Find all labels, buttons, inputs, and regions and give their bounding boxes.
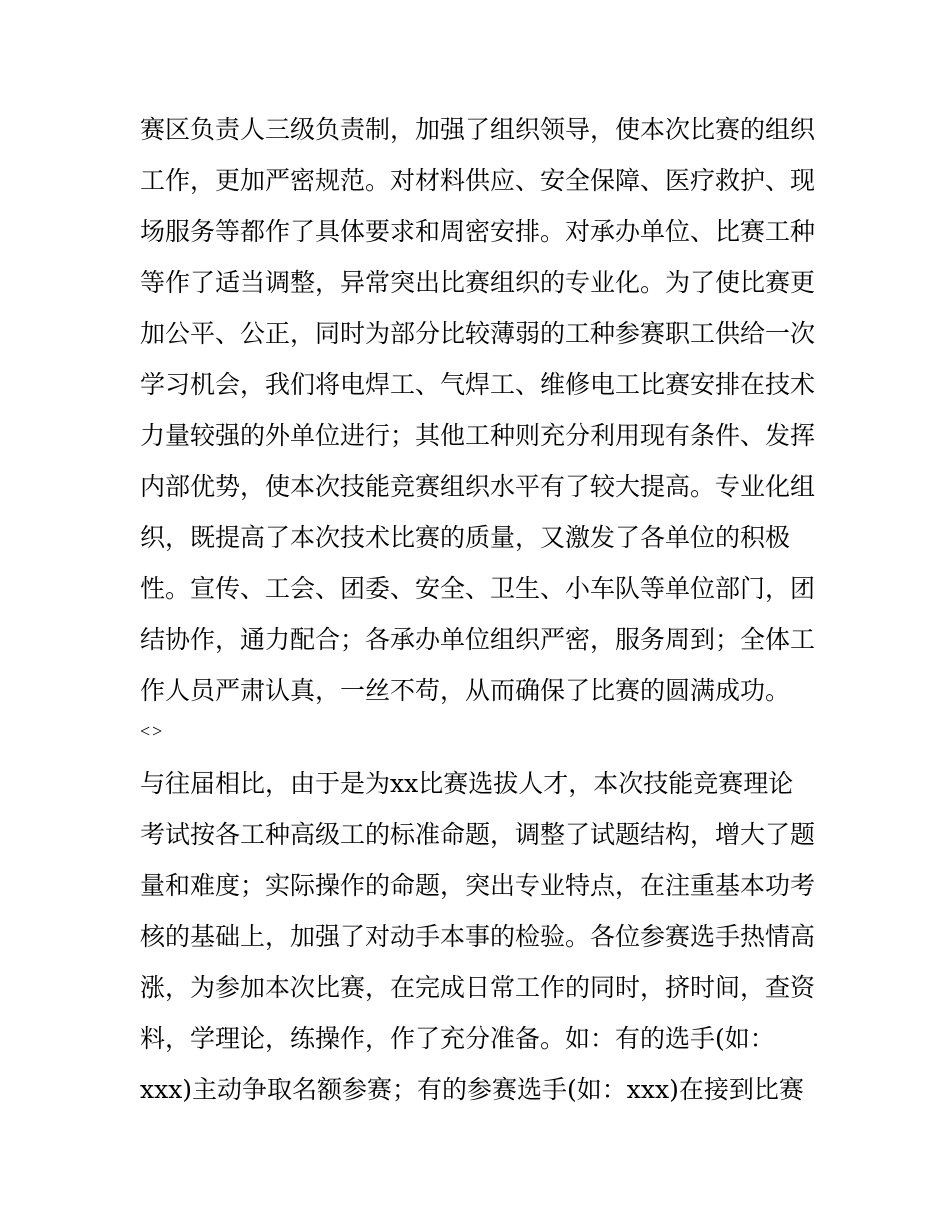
text-line: 力量较强的外单位进行；其他工种则充分利用现有条件、发挥 bbox=[140, 421, 816, 450]
text-line: 加公平、公正，同时为部分比较薄弱的工种参赛职工供给一次 bbox=[140, 319, 816, 348]
text-line: 场服务等都作了具体要求和周密安排。对承办单位、比赛工种 bbox=[140, 217, 816, 246]
text-line: 结协作，通力配合；各承办单位组织严密，服务周到；全体工 bbox=[140, 625, 816, 654]
text-line: xxx)主动争取名额参赛；有的参赛选手(如：xxx)在接到比赛 bbox=[140, 1075, 804, 1104]
text-line: 学习机会，我们将电焊工、气焊工、维修电工比赛安排在技术 bbox=[140, 370, 816, 399]
text-line: 赛区负责人三级负责制，加强了组织领导，使本次比赛的组织 bbox=[140, 115, 816, 144]
separator-marker: <> bbox=[140, 721, 165, 741]
paragraph-2 bbox=[140, 758, 830, 1115]
paragraph-1 bbox=[140, 104, 830, 716]
text-line: 量和难度；实际操作的命题，突出专业特点，在注重基本功考 bbox=[140, 871, 816, 900]
text-line: 等作了适当调整，异常突出比赛组织的专业化。为了使比赛更 bbox=[140, 268, 816, 297]
text-line: 作人员严肃认真，一丝不苟，从而确保了比赛的圆满成功。 bbox=[140, 676, 791, 705]
text-line: 与往届相比，由于是为xx比赛选拔人才，本次技能竞赛理论 bbox=[140, 769, 794, 798]
text-line: 涨，为参加本次比赛，在完成日常工作的同时，挤时间，查资 bbox=[140, 973, 816, 1002]
text-line: 织，既提高了本次技术比赛的质量，又激发了各单位的积极 bbox=[140, 523, 791, 552]
text-line: 核的基础上，加强了对动手本事的检验。各位参赛选手热情高 bbox=[140, 922, 816, 951]
text-line: 考试按各工种高级工的标准命题，调整了试题结构，增大了题 bbox=[140, 820, 816, 849]
text-line: 工作，更加严密规范。对材料供应、安全保障、医疗救护、现 bbox=[140, 166, 816, 195]
text-line: 性。宣传、工会、团委、安全、卫生、小车队等单位部门，团 bbox=[140, 574, 816, 603]
text-line: 料，学理论，练操作，作了充分准备。如：有的选手(如： bbox=[140, 1024, 775, 1053]
text-line: 内部优势，使本次技能竞赛组织水平有了较大提高。专业化组 bbox=[140, 472, 816, 501]
